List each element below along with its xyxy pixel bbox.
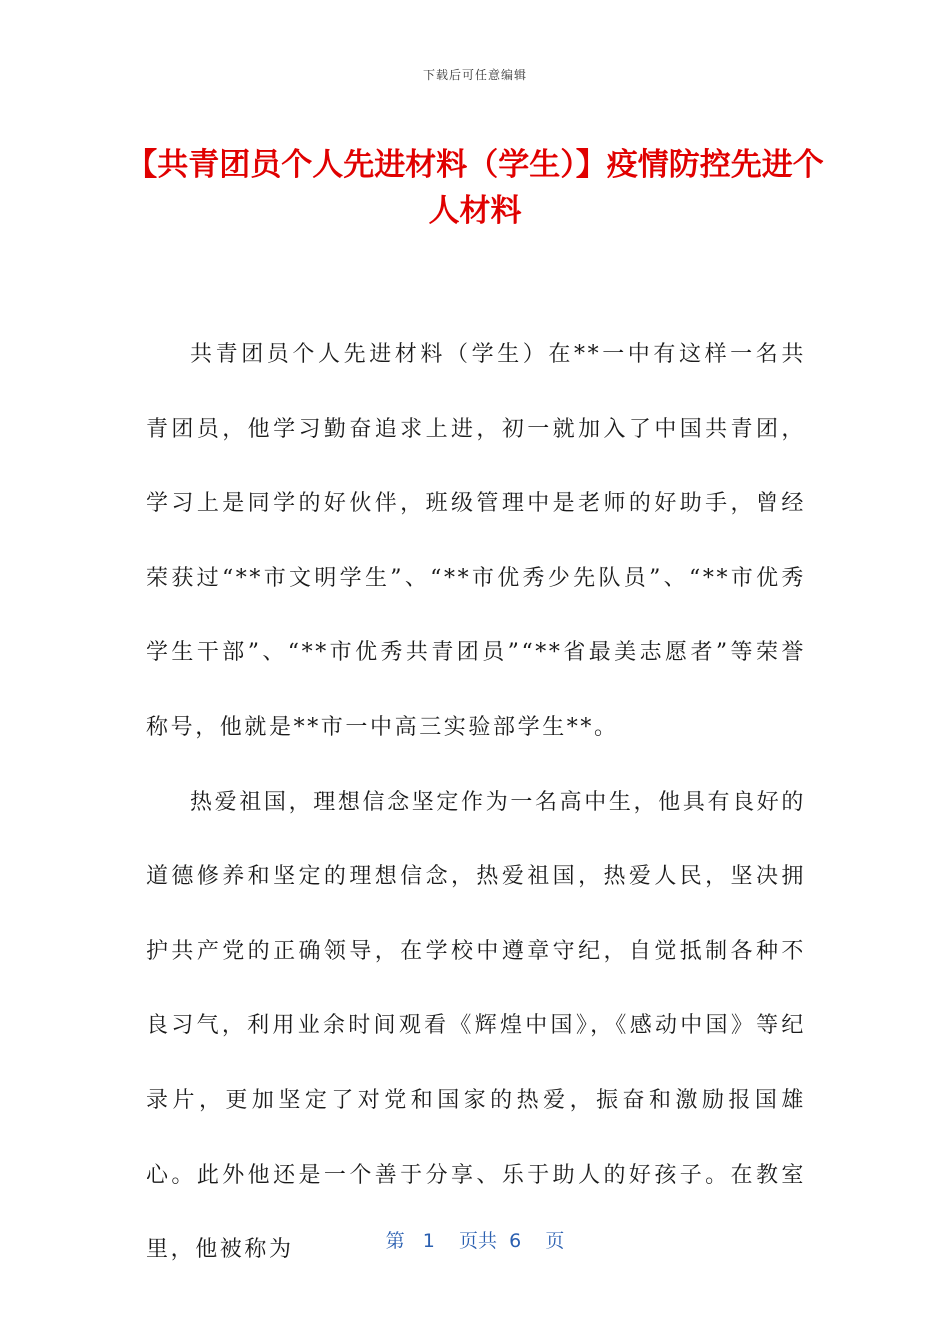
paragraph-2: 热爱祖国，理想信念坚定作为一名高中生，他具有良好的道德修养和坚定的理想信念，热爱祖国，热爱人民，坚决拥护共产党的正确领导，在学校中遵章守纪，自觉抵制各种不良习气，利用业余时间观看《辉煌中国》，《感动中国》等纪录片，更加坚定了对党和国家的热爱，振奋和激励报国雄心。此外他还是一个善于分享、乐于助人的好孩子。在教室里，他被称为 (146, 789, 806, 1263)
document-body (146, 318, 806, 1288)
footer-current-page: 1 (422, 1230, 435, 1252)
footer-page-suffix: 页 (545, 1230, 565, 1252)
footer-page-prefix: 第 (385, 1230, 405, 1252)
footer-page-middle: 页共 (459, 1230, 498, 1252)
footer-total-pages: 6 (509, 1230, 522, 1252)
page-footer (0, 1226, 950, 1253)
paragraph-1: 共青团员个人先进材料（学生）在**一中有这样一名共青团员，他学习勤奋追求上进，初一就加入了中国共青团，学习上是同学的好伙伴，班级管理中是老师的好助手，曾经荣获过“**市文明学生”、“**市优秀少先队员”、“**市优秀学生干部”、“**市优秀共青团员”“**省最美志愿者”等荣誉称号，他就是**市一中高三实验部学生**。 (146, 342, 806, 740)
header-note: 下载后可任意编辑 (422, 68, 527, 82)
document-title: 【共青团员个人先进材料（学生）】疫情防控先进个人材料 (126, 147, 824, 229)
